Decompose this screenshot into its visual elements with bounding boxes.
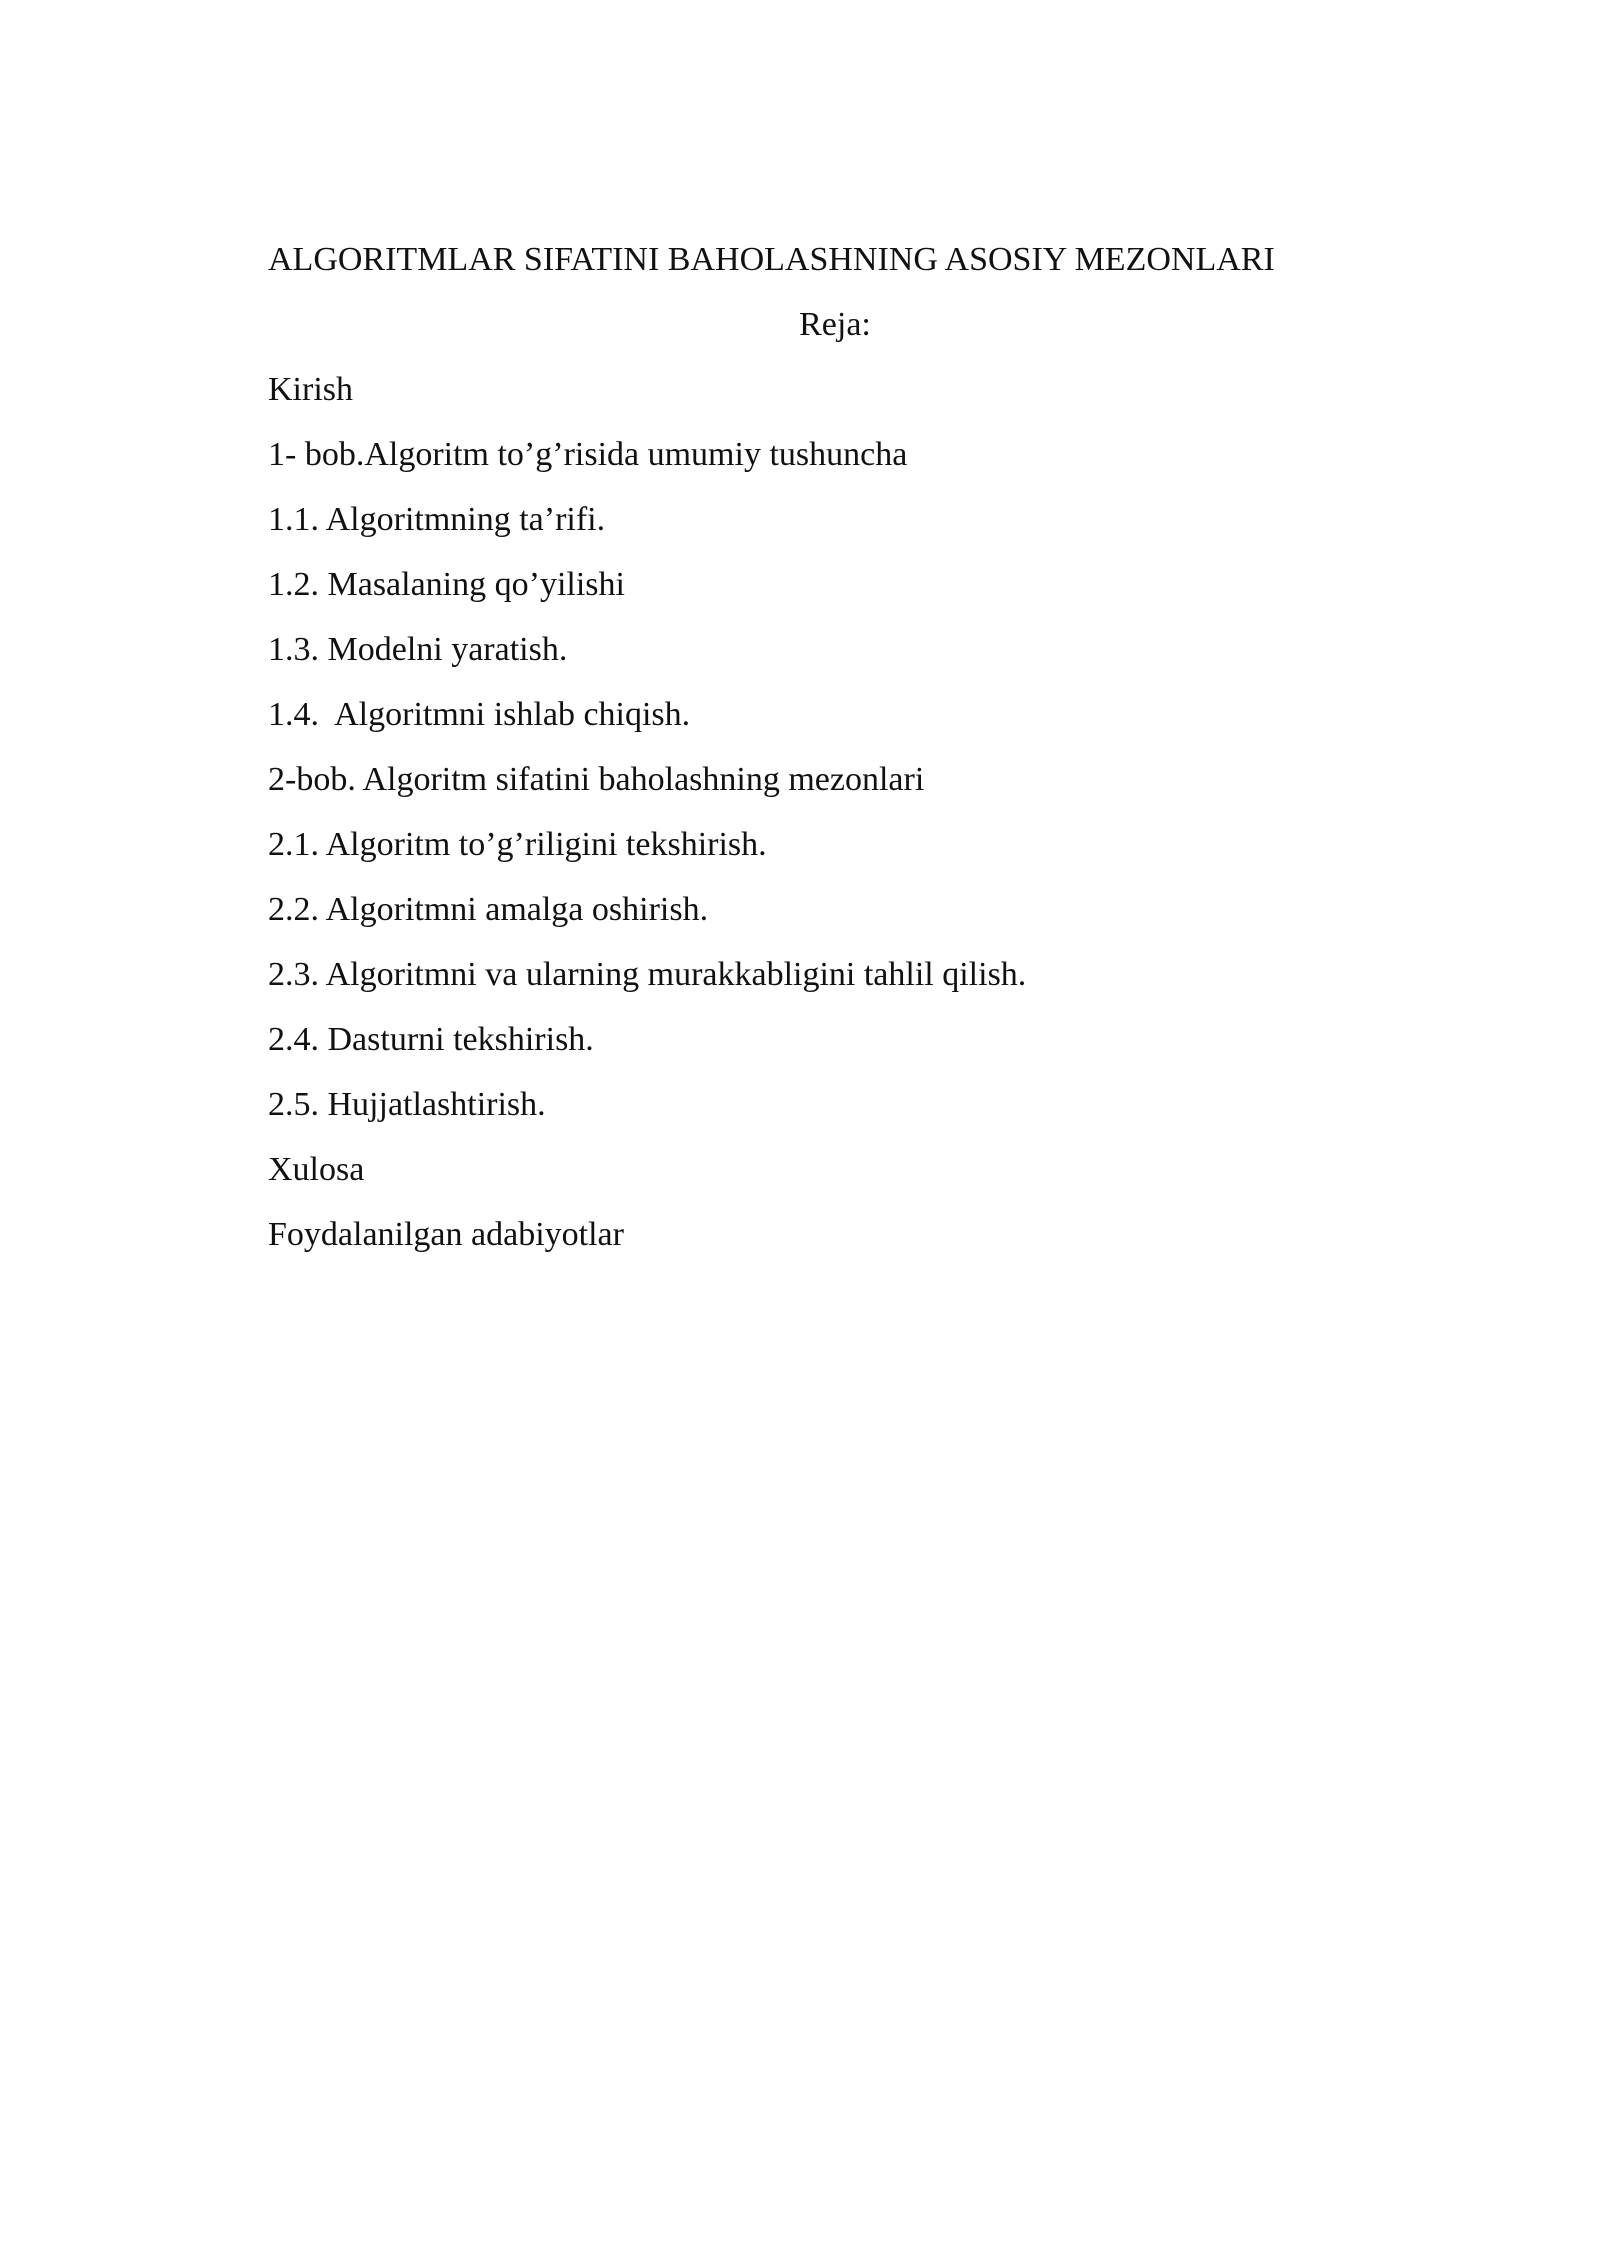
- toc-item-2-5: 2.5. Hujjatlashtirish.: [268, 1086, 546, 1123]
- plan-heading: Reja:: [799, 306, 871, 343]
- toc-item-chapter-1: 1- bob.Algoritm to’g’risida umumiy tushuncha: [268, 436, 908, 473]
- toc-item-2-3: 2.3. Algoritmni va ularning murakkabligini tahlil qilish.: [268, 956, 1027, 993]
- toc-item-conclusion: Xulosa: [268, 1151, 365, 1188]
- toc-item-2-1: 2.1. Algoritm to’g’riligini tekshirish.: [268, 826, 767, 863]
- document-title: ALGORITMLAR SIFATINI BAHOLASHNING ASOSIY MEZONLARI: [268, 241, 1275, 278]
- toc-item-references: Foydalanilgan adabiyotlar: [268, 1216, 624, 1253]
- toc-item-1-1: 1.1. Algoritmning ta’rifi.: [268, 501, 606, 538]
- table-of-contents: [268, 366, 1398, 1259]
- toc-item-1-4: 1.4. Algoritmni ishlab chiqish.: [268, 696, 691, 733]
- toc-item-1-2: 1.2. Masalaning qo’yilishi: [268, 566, 625, 603]
- toc-item-introduction: Kirish: [268, 371, 353, 408]
- page-content: [268, 236, 1398, 1276]
- toc-item-2-4: 2.4. Dasturni tekshirish.: [268, 1021, 594, 1058]
- toc-item-chapter-2: 2-bob. Algoritm sifatini baholashning mezonlari: [268, 761, 925, 798]
- toc-item-2-2: 2.2. Algoritmni amalga oshirish.: [268, 891, 709, 928]
- toc-item-1-3: 1.3. Modelni yaratish.: [268, 631, 568, 668]
